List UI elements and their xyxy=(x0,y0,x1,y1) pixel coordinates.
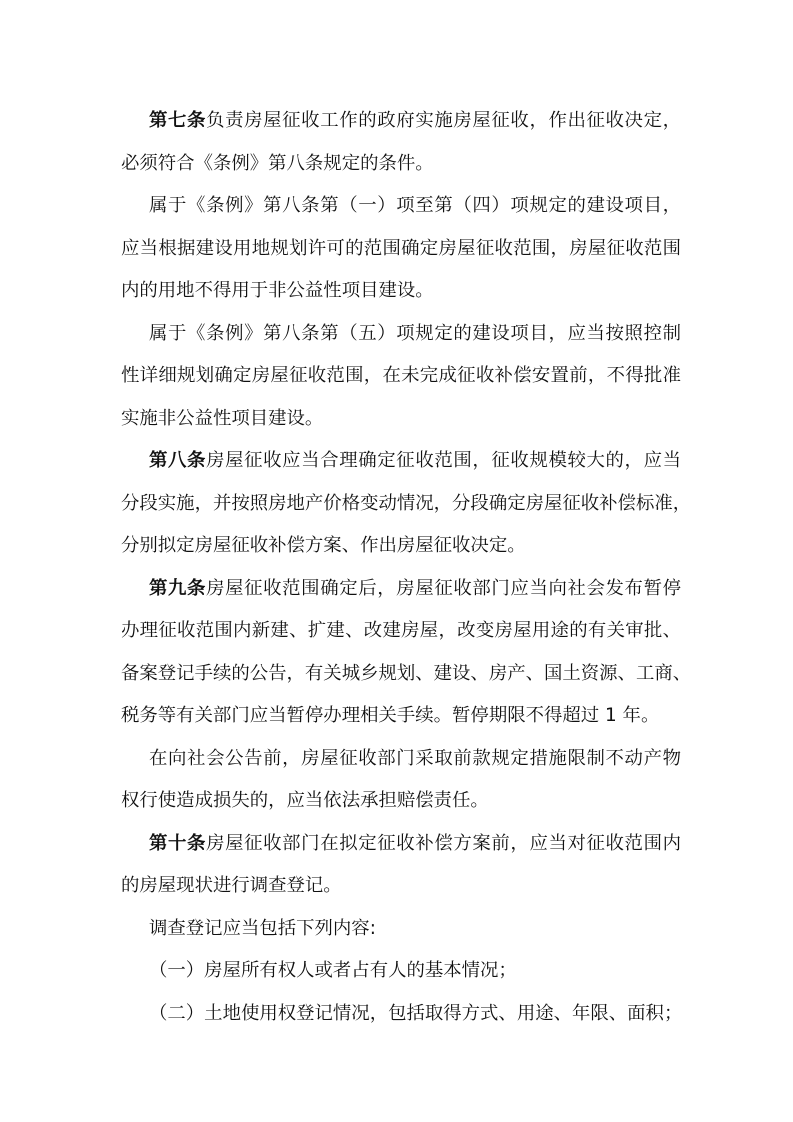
article-8-line-1 xyxy=(121,440,681,483)
article-8-line-2: 分段实施，并按照房地产价格变动情况，分段确定房屋征收补偿标准， xyxy=(121,492,692,514)
article-9-heading: 第九条 xyxy=(149,577,207,599)
article-10-line-2: 的房屋现状进行调查登记。 xyxy=(121,875,342,896)
article-7-para-2-line-1: 属于《条例》第八条第（一）项至第（四）项规定的建设项目， xyxy=(149,195,681,216)
list-item-1: （一）房屋所有权人或者占有人的基本情况； xyxy=(149,960,517,981)
article-7-text: 负责房屋征收工作的政府实施房屋征收，作出征收决定， xyxy=(206,110,681,131)
article-7-para-3-line-3: 实施非公益性项目建设。 xyxy=(121,407,324,429)
article-8-heading: 第八条 xyxy=(149,450,207,471)
article-7-line-1 xyxy=(121,100,681,143)
article-8-text: 房屋征收应当合理确定征收范围，征收规模较大的，应当 xyxy=(206,450,681,471)
article-8-line-3: 分别拟定房屋征收补偿方案、作出房屋征收决定。 xyxy=(121,535,526,556)
list-item-2: （二）土地使用权登记情况，包括取得方式、用途、年限、面积； xyxy=(149,1002,683,1024)
article-9-para-2-line-2: 权行使造成损失的，应当依法承担赔偿责任。 xyxy=(121,790,489,811)
article-10-line-1 xyxy=(121,823,681,866)
article-9-text: 房屋征收范围确定后，房屋征收部门应当向社会发布暂停 xyxy=(206,577,681,599)
article-9-line-1 xyxy=(121,568,681,611)
article-7-line-2: 必须符合《条例》第八条规定的条件。 xyxy=(121,152,434,174)
article-9-para-2-line-1: 在向社会公告前，房屋征收部门采取前款规定措施限制不动产物 xyxy=(149,747,681,769)
article-10-text: 房屋征收部门在拟定征收补偿方案前，应当对征收范围内 xyxy=(206,832,681,854)
article-7-para-3-line-2: 性详细规划确定房屋征收范围，在未完成征收补偿安置前，不得批准 xyxy=(121,365,681,386)
article-7-para-2-line-3: 内的用地不得用于非公益性项目建设。 xyxy=(121,280,434,301)
article-9-line-2: 办理征收范围内新建、扩建、改建房屋，改变房屋用途的有关审批、 xyxy=(121,620,681,641)
article-9-line-3: 备案登记手续的公告，有关城乡规划、建设、房产、国土资源、工商、 xyxy=(121,662,692,684)
article-10-heading: 第十条 xyxy=(149,832,207,854)
article-10-para-2-line-1: 调查登记应当包括下列内容: xyxy=(149,917,376,939)
article-9-line-4: 税务等有关部门应当暂停办理相关手续。暂停期限不得超过 1 年。 xyxy=(121,705,660,726)
article-7-para-2-line-2: 应当根据建设用地规划许可的范围确定房屋征收范围，房屋征收范围 xyxy=(121,237,681,259)
document-body xyxy=(121,100,692,1035)
article-7-heading: 第七条 xyxy=(149,110,207,131)
article-7-para-3-line-1: 属于《条例》第八条第（五）项规定的建设项目，应当按照控制 xyxy=(149,322,681,344)
